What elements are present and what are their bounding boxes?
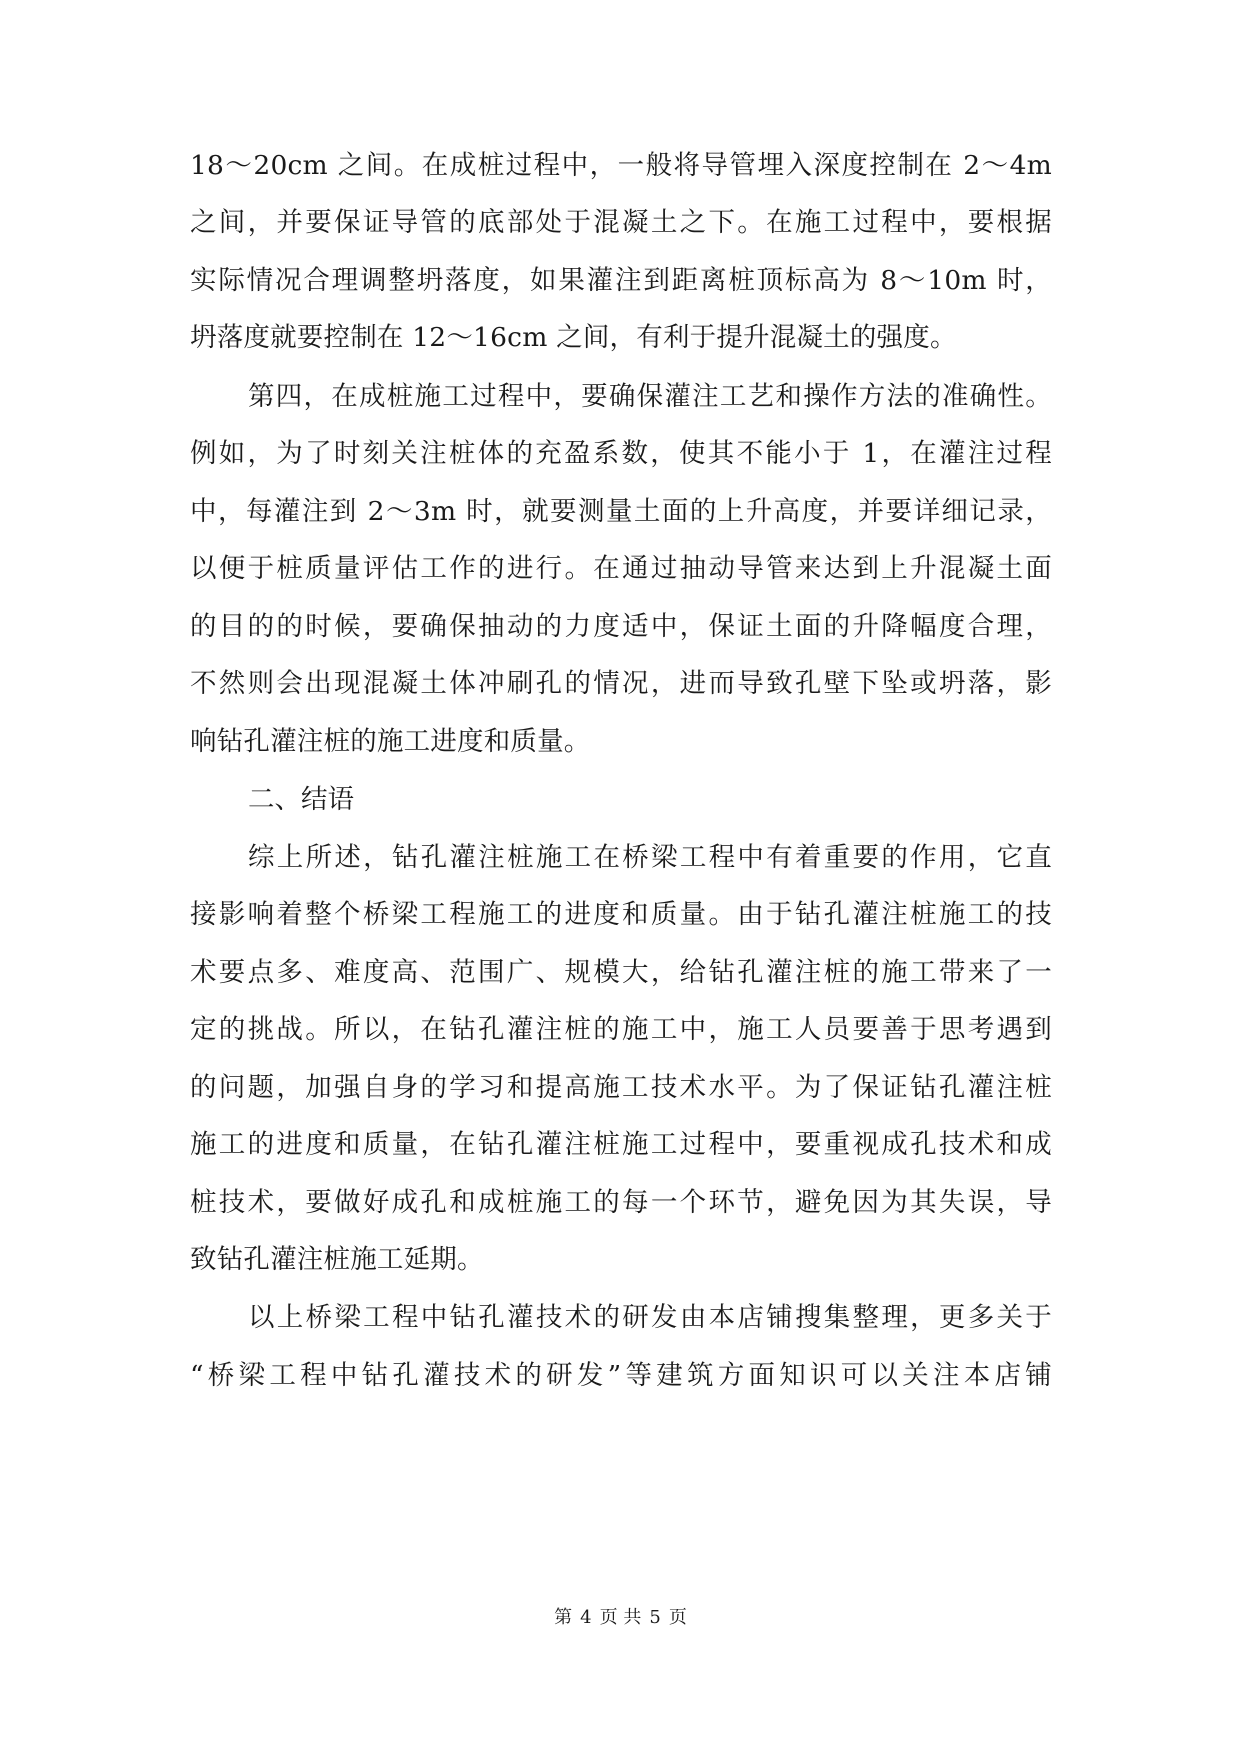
paragraph-line: 术要点多、难度高、范围广、规模大，给钻孔灌注桩的施工带来了一 — [190, 957, 1052, 988]
paragraph-line: 的问题，加强自身的学习和提高施工技术水平。为了保证钻孔灌注桩 — [190, 1072, 1052, 1103]
paragraph-line: 之间，并要保证导管的底部处于混凝土之下。在施工过程中，要根据 — [190, 207, 1052, 238]
footer-suffix: 页 — [668, 1607, 687, 1628]
paragraph-line: 的目的的时候，要确保抽动的力度适中，保证土面的升降幅度合理， — [190, 611, 1052, 642]
current-page-number: 4 — [580, 1607, 592, 1628]
paragraph-line: 接影响着整个桥梁工程施工的进度和质量。由于钻孔灌注桩施工的技 — [190, 899, 1052, 930]
footer-prefix: 第 — [554, 1607, 573, 1628]
paragraph-line: 致钻孔灌注桩施工延期。 — [190, 1244, 484, 1275]
paragraph-line: “桥梁工程中钻孔灌技术的研发”等建筑方面知识可以关注本店铺 — [190, 1360, 1052, 1391]
paragraph-line: 以上桥梁工程中钻孔灌技术的研发由本店铺搜集整理，更多关于 — [248, 1302, 1052, 1333]
footer-middle: 页 共 — [599, 1607, 642, 1628]
paragraph-line: 以便于桩质量评估工作的进行。在通过抽动导管来达到上升混凝土面 — [190, 553, 1052, 584]
paragraph-line: 实际情况合理调整坍落度，如果灌注到距离桩顶标高为 8～10m 时， — [190, 265, 1052, 296]
paragraph-line: 第四，在成桩施工过程中，要确保灌注工艺和操作方法的准确性。 — [248, 381, 1052, 412]
paragraph-line: 中，每灌注到 2～3m 时，就要测量土面的上升高度，并要详细记录， — [190, 496, 1052, 527]
paragraph-line: 响钻孔灌注桩的施工进度和质量。 — [190, 726, 591, 757]
total-page-number: 5 — [649, 1607, 661, 1628]
paragraph-line: 施工的进度和质量，在钻孔灌注桩施工过程中，要重视成孔技术和成 — [190, 1129, 1052, 1160]
page-footer — [0, 1606, 1241, 1630]
paragraph-line: 坍落度就要控制在 12～16cm 之间，有利于提升混凝土的强度。 — [190, 322, 957, 353]
paragraph-line: 18～20cm 之间。在成桩过程中，一般将导管埋入深度控制在 2～4m — [190, 150, 1052, 181]
paragraph-line: 例如，为了时刻关注桩体的充盈系数，使其不能小于 1，在灌注过程 — [190, 438, 1052, 469]
paragraph-line: 综上所述，钻孔灌注桩施工在桥梁工程中有着重要的作用，它直 — [248, 842, 1052, 873]
section-heading: 二、结语 — [248, 784, 354, 815]
paragraph-line: 定的挑战。所以，在钻孔灌注桩的施工中，施工人员要善于思考遇到 — [190, 1014, 1052, 1045]
paragraph-line: 不然则会出现混凝土体冲刷孔的情况，进而导致孔壁下坠或坍落，影 — [190, 668, 1052, 699]
paragraph-line: 桩技术，要做好成孔和成桩施工的每一个环节，避免因为其失误，导 — [190, 1187, 1052, 1218]
